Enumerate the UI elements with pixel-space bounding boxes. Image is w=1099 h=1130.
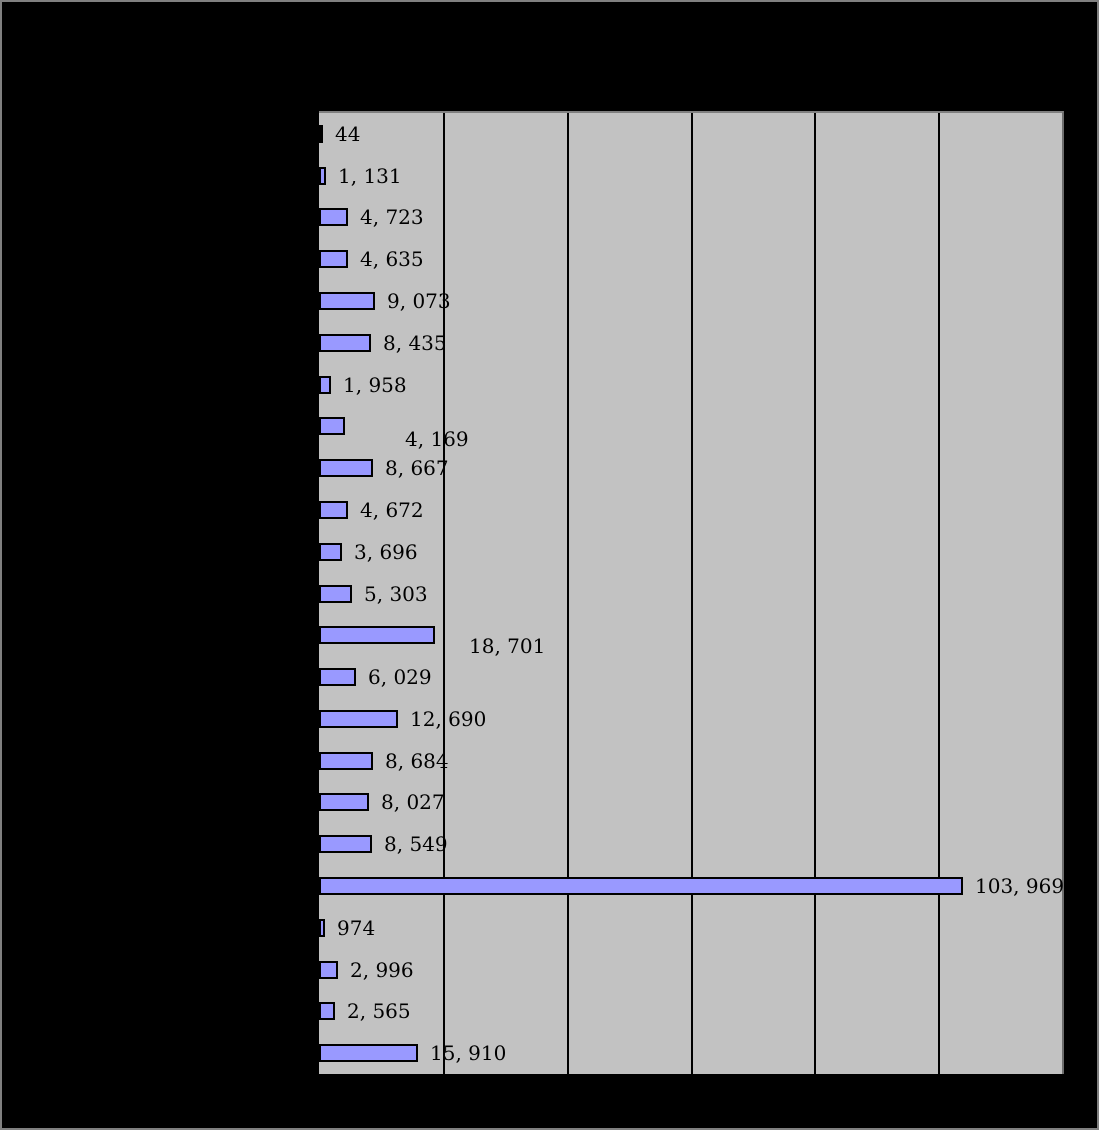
data-label: 12, 690 bbox=[410, 707, 487, 731]
axis-tick bbox=[309, 113, 319, 115]
data-label: 8, 549 bbox=[384, 832, 448, 856]
data-label: 4, 723 bbox=[360, 205, 424, 229]
data-label: 4, 635 bbox=[360, 247, 424, 271]
axis-tick bbox=[309, 155, 319, 157]
data-bar bbox=[319, 334, 371, 352]
axis-tick bbox=[309, 238, 319, 240]
value-axis-gridline bbox=[567, 113, 569, 1074]
data-bar bbox=[319, 668, 356, 686]
axis-tick bbox=[309, 990, 319, 992]
data-label: 8, 027 bbox=[381, 790, 445, 814]
value-axis-gridline bbox=[938, 113, 940, 1074]
data-bar bbox=[319, 626, 435, 644]
axis-tick bbox=[309, 698, 319, 700]
data-label: 1, 958 bbox=[343, 373, 407, 397]
data-label: 8, 435 bbox=[383, 331, 447, 355]
data-label: 2, 996 bbox=[350, 958, 414, 982]
data-label: 974 bbox=[337, 916, 376, 940]
axis-tick bbox=[309, 782, 319, 784]
data-label: 103, 969 bbox=[975, 874, 1065, 898]
axis-tick bbox=[309, 740, 319, 742]
axis-tick bbox=[309, 489, 319, 491]
axis-tick bbox=[309, 865, 319, 867]
data-label: 8, 667 bbox=[385, 456, 449, 480]
value-axis-gridline bbox=[443, 113, 445, 1074]
axis-tick bbox=[309, 573, 319, 575]
data-bar bbox=[319, 961, 338, 979]
axis-tick bbox=[309, 1032, 319, 1034]
data-label: 5, 303 bbox=[364, 582, 428, 606]
data-bar bbox=[319, 835, 372, 853]
data-label: 4, 169 bbox=[405, 427, 469, 451]
axis-tick bbox=[309, 531, 319, 533]
data-bar bbox=[319, 1044, 418, 1062]
data-label: 1, 131 bbox=[338, 164, 402, 188]
data-bar bbox=[319, 710, 398, 728]
data-bar bbox=[319, 125, 323, 143]
data-bar bbox=[319, 167, 326, 185]
data-label: 2, 565 bbox=[347, 999, 411, 1023]
value-axis-gridline bbox=[691, 113, 693, 1074]
axis-tick bbox=[309, 823, 319, 825]
data-bar bbox=[319, 1002, 335, 1020]
data-bar bbox=[319, 877, 963, 895]
data-label: 3, 696 bbox=[354, 540, 418, 564]
data-bar bbox=[319, 919, 325, 937]
data-bar bbox=[319, 417, 345, 435]
data-bar bbox=[319, 292, 375, 310]
data-bar bbox=[319, 585, 352, 603]
data-bar bbox=[319, 250, 348, 268]
data-bar bbox=[319, 543, 342, 561]
axis-tick bbox=[309, 405, 319, 407]
data-bar bbox=[319, 376, 331, 394]
data-label: 18, 701 bbox=[469, 634, 546, 658]
axis-tick bbox=[309, 907, 319, 909]
axis-tick bbox=[309, 322, 319, 324]
data-bar bbox=[319, 459, 373, 477]
axis-tick bbox=[309, 197, 319, 199]
axis-tick bbox=[309, 656, 319, 658]
axis-tick bbox=[309, 447, 319, 449]
data-label: 6, 029 bbox=[368, 665, 432, 689]
data-label: 9, 073 bbox=[387, 289, 451, 313]
data-label: 15, 910 bbox=[430, 1041, 507, 1065]
data-label: 8, 684 bbox=[385, 749, 449, 773]
data-bar bbox=[319, 752, 373, 770]
axis-tick bbox=[309, 1074, 319, 1076]
data-bar bbox=[319, 793, 369, 811]
axis-tick bbox=[309, 614, 319, 616]
data-label: 44 bbox=[335, 122, 361, 146]
data-bar bbox=[319, 208, 348, 226]
axis-tick bbox=[309, 949, 319, 951]
axis-tick bbox=[309, 280, 319, 282]
data-label: 4, 672 bbox=[360, 498, 424, 522]
axis-tick bbox=[309, 364, 319, 366]
data-bar bbox=[319, 501, 348, 519]
value-axis-gridline bbox=[814, 113, 816, 1074]
